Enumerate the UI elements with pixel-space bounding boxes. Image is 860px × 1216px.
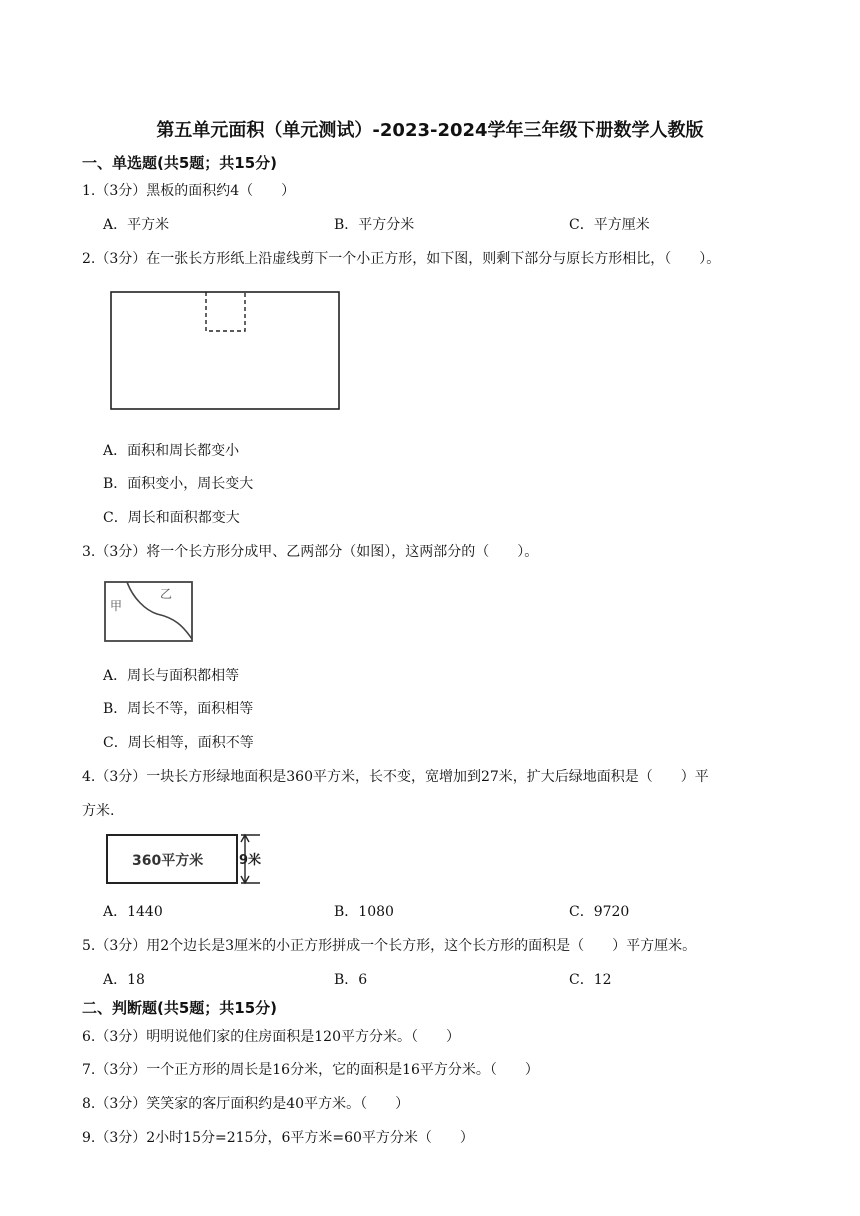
question-4-line-2: 方米. xyxy=(82,803,115,819)
q2-option-b: B．面积变小，周长变大 xyxy=(103,476,254,492)
q1-option-c: C．平方厘米 xyxy=(569,217,650,233)
q3-option-a: A．周长与面积都相等 xyxy=(103,668,240,684)
q5-option-a: A．18 xyxy=(103,972,145,988)
q2-cut-square xyxy=(206,292,245,331)
q3-label-yi: 乙 xyxy=(160,587,173,601)
question-7: 7.（3分）一个正方形的周长是16分米，它的面积是16平方分米。（ ） xyxy=(82,1062,539,1078)
q4-width-label: 9米 xyxy=(239,853,262,868)
question-2: 2.（3分）在一张长方形纸上沿虚线剪下一个小正方形，如下图，则剩下部分与原长方形相比，（ ）。 xyxy=(82,251,721,267)
q4-option-a: A．1440 xyxy=(103,904,163,920)
section-heading-true-false: 二、判断题(共5题；共15分) xyxy=(82,999,278,1017)
question-1: 1.（3分）黑板的面积约4（ ） xyxy=(82,183,296,199)
q3-option-b: B．周长不等，面积相等 xyxy=(103,701,254,717)
q2-option-c: C．周长和面积都变大 xyxy=(103,510,240,526)
question-9: 9.（3分）2小时15分=215分，6平方米=60平方分米（ ） xyxy=(82,1130,474,1146)
page-title: 第五单元面积（单元测试）-2023-2024学年三年级下册数学人教版 xyxy=(156,120,704,141)
q4-area-label: 360平方米 xyxy=(132,853,204,869)
question-6: 6.（3分）明明说他们家的住房面积是120平方分米。（ ） xyxy=(82,1029,460,1045)
question-3: 3.（3分）将一个长方形分成甲、乙两部分（如图），这两部分的（ ）。 xyxy=(82,544,539,560)
q5-option-b: B．6 xyxy=(334,972,368,988)
q3-option-c: C．周长相等，面积不等 xyxy=(103,735,254,751)
q1-option-b: B．平方分米 xyxy=(334,217,415,233)
question-4-line-1: 4.（3分）一块长方形绿地面积是360平方米，长不变，宽增加到27米，扩大后绿地面积是（ ）平 xyxy=(82,769,709,785)
q3-divided-rectangle-figure xyxy=(103,580,195,644)
question-8: 8.（3分）笑笑家的客厅面积约是40平方米。（ ） xyxy=(82,1096,410,1112)
section-heading-single-choice: 一、单选题(共5题；共15分) xyxy=(82,154,278,172)
question-5: 5.（3分）用2个边长是3厘米的小正方形拼成一个长方形，这个长方形的面积是（ ）平方厘米。 xyxy=(82,938,697,954)
q4-option-b: B．1080 xyxy=(334,904,394,920)
q3-label-jia: 甲 xyxy=(110,599,123,613)
q4-option-c: C．9720 xyxy=(569,904,630,920)
q2-rectangle xyxy=(111,292,339,409)
q2-option-a: A．面积和周长都变小 xyxy=(103,443,240,459)
q5-option-c: C．12 xyxy=(569,972,612,988)
q4-green-area-figure xyxy=(104,831,268,889)
q2-rectangle-figure xyxy=(108,289,344,413)
q1-option-a: A．平方米 xyxy=(103,217,170,233)
